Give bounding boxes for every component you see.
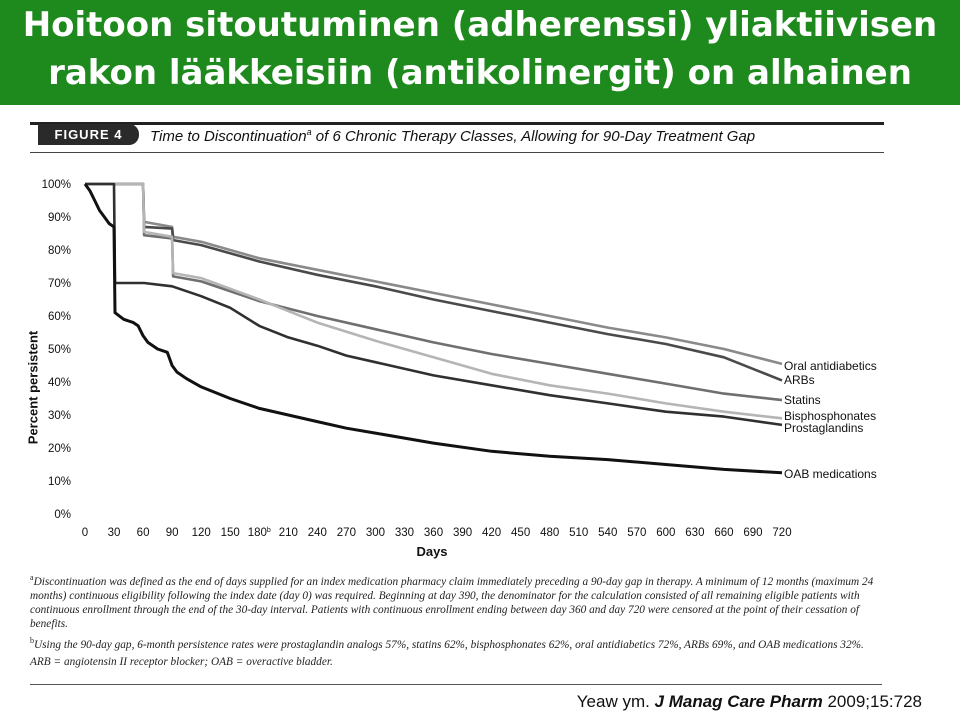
footnote-a-text: Discontinuation was defined as the end of days supplied for an index medication pharmacy claim immediately preceding a 90-day gap in therapy. A minimum of 12 months (maximum 24 months) continuous eligibility following the index date (day 0) was required. Beginning at day 390, the denominator for the calculation consisted of all remaining eligible patients with continuous enrollment through the end of the 30-day interval. Patients with continuous enrollment ending between day 360 and day 720 were censored at the point of their cessation of benefits. — [30, 575, 874, 630]
chart-series-labels — [784, 359, 877, 481]
figure-caption-rest: of 6 Chronic Therapy Classes, Allowing for 90-Day Treatment Gap — [311, 128, 756, 145]
figure-badge: FIGURE 4 — [38, 124, 139, 145]
citation-year: 2009;15:728 — [822, 692, 922, 711]
x-tick-690: 690 — [743, 527, 763, 539]
y-tick-50: 50% — [47, 344, 71, 356]
figure-footnotes — [30, 571, 882, 669]
x-tick-660: 660 — [714, 527, 734, 539]
x-tick-150: 150 — [220, 527, 240, 539]
series-label-bisphosphonates: Bisphosphonates — [784, 409, 877, 423]
x-tick-360: 360 — [423, 527, 444, 539]
series-line-prostaglandins — [85, 184, 782, 425]
citation-journal: J Manag Care Pharm — [654, 692, 823, 711]
y-tick-70: 70% — [47, 278, 71, 290]
x-axis-title: Days — [416, 544, 448, 559]
x-tick-510: 510 — [569, 527, 589, 539]
x-tick-480: 480 — [540, 527, 560, 539]
x-tick-720: 720 — [772, 527, 792, 539]
x-tick-0: 0 — [81, 527, 89, 539]
series-label-arbs: ARBs — [784, 373, 815, 387]
series-label-statins: Statins — [784, 393, 821, 407]
x-tick-210: 210 — [278, 527, 298, 539]
y-tick-30: 30% — [47, 410, 71, 422]
x-tick-390: 390 — [452, 527, 473, 539]
x-tick-30: 30 — [107, 527, 121, 539]
slide-title-line-1: Hoitoon sitoutuminen (adherenssi) yliaktiivisen — [22, 5, 938, 45]
x-tick-60: 60 — [136, 527, 150, 539]
y-tick-80: 80% — [47, 245, 71, 257]
figure-caption-main: Time to Discontinuation — [150, 128, 307, 145]
y-tick-20: 20% — [47, 443, 71, 455]
figure-caption-sup: a — [306, 127, 312, 137]
x-tick-420: 420 — [481, 527, 502, 539]
y-tick-60: 60% — [47, 311, 71, 323]
series-label-prostaglandins: Prostaglandins — [784, 421, 864, 435]
series-line-oab-medications — [85, 184, 782, 473]
x-tick-330: 330 — [394, 527, 415, 539]
slide-title-line-2: rakon lääkkeisiin (antikolinergit) on alhainen — [48, 53, 912, 93]
footnote-a — [30, 571, 882, 631]
series-label-oral-antidiabetics: Oral antidiabetics — [784, 359, 877, 373]
series-line-arbs — [85, 184, 782, 380]
x-tick-120: 120 — [191, 527, 211, 539]
citation-author: Yeaw ym. — [576, 692, 655, 711]
x-tick-630: 630 — [685, 527, 705, 539]
footnote-b-text: Using the 90-day gap, 6-month persistence rates were prostaglandin analogs 57%, statins 62%, bisphosphonates 62%, oral antidiabetics 72%, ARBs 69%, and OAB medications 32%. — [34, 638, 864, 651]
citation — [577, 692, 922, 712]
y-tick-100: 100% — [41, 179, 71, 191]
y-tick-90: 90% — [47, 212, 71, 224]
footnote-abbreviations: ARB = angiotensin II receptor blocker; OAB = overactive bladder. — [30, 655, 333, 668]
x-tick-600: 600 — [656, 527, 676, 539]
x-tick-540: 540 — [598, 527, 618, 539]
series-label-oab-medications: OAB medications — [784, 467, 877, 481]
x-tick-240: 240 — [307, 527, 327, 539]
x-tick-570: 570 — [627, 527, 647, 539]
y-axis-title-wrap — [18, 260, 48, 520]
x-tick-450: 450 — [511, 527, 531, 539]
figure-bottom-rule — [30, 684, 882, 685]
footnote-b — [30, 634, 882, 652]
series-line-oral-antidiabetics — [85, 184, 782, 364]
chart-series — [85, 184, 782, 473]
x-tick-90: 90 — [165, 527, 179, 539]
footnote-b-marker: b — [30, 635, 34, 645]
x-tick-270: 270 — [336, 527, 356, 539]
y-tick-0: 0% — [54, 509, 71, 521]
x-tick-180: 180$^b$ — [247, 527, 271, 539]
footnote-a-marker: a — [30, 573, 34, 582]
y-tick-40: 40% — [47, 377, 71, 389]
y-axis-title: Percent persistent — [25, 330, 41, 445]
series-line-bisphosphonates — [85, 184, 782, 418]
y-tick-10: 10% — [47, 476, 71, 488]
x-tick-300: 300 — [365, 527, 386, 539]
